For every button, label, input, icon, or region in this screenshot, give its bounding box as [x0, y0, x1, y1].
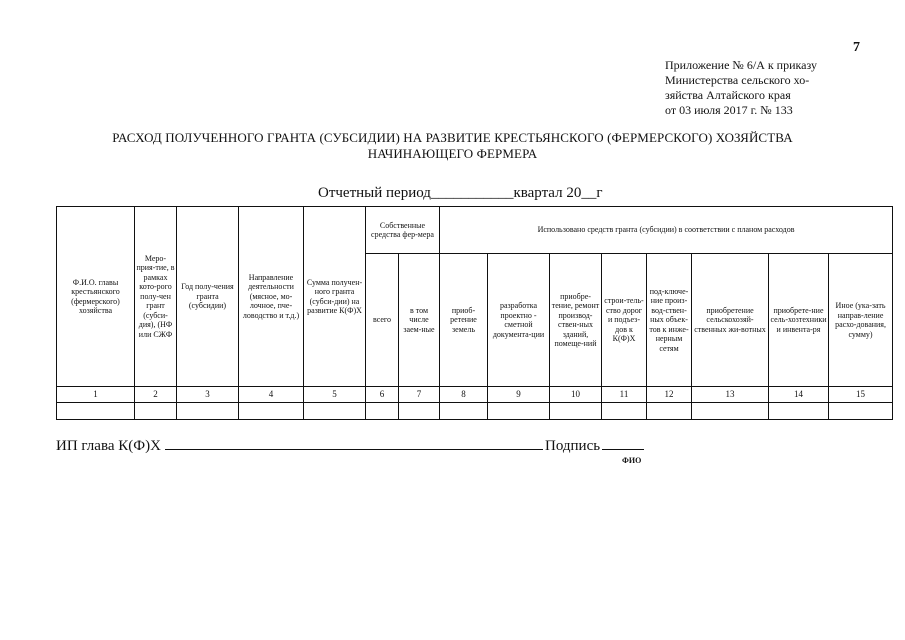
- header-utilities: под-ключе-ние произ-вод-ствен-ных объек-тов к инже-нерным сетям: [647, 254, 692, 387]
- header-animals: приобретение сельскохозяй-ственных жи-вотных: [692, 254, 769, 387]
- header-buildings: приобре-тение, ремонт производ-ствен-ных зданий, помеще-ний: [550, 254, 602, 387]
- empty-cell[interactable]: [57, 403, 135, 420]
- signature-line[interactable]: [602, 448, 644, 450]
- expense-table: [56, 206, 893, 420]
- empty-cell[interactable]: [440, 403, 488, 420]
- column-number: 13: [692, 387, 769, 403]
- page-number: 7: [853, 40, 860, 55]
- header-roads: строи-тель-ство дорог и подъез-дов к К(Ф)Х: [602, 254, 647, 387]
- column-number: 12: [647, 387, 692, 403]
- reporting-period: Отчетный период___________квартал 20__г: [318, 185, 603, 201]
- document-title: [0, 130, 905, 162]
- column-number: 3: [177, 387, 239, 403]
- appendix-line: от 03 июля 2017 г. № 133: [665, 103, 793, 117]
- fio-caption: ФИО: [622, 456, 642, 465]
- appendix-line: Министерства сельского хо-: [665, 73, 810, 87]
- head-name-line[interactable]: [165, 448, 543, 450]
- empty-cell[interactable]: [550, 403, 602, 420]
- empty-cell[interactable]: [399, 403, 440, 420]
- appendix-line: зяйства Алтайского края: [665, 88, 791, 102]
- header-year: Год полу-чения гранта (субсидии): [177, 207, 239, 387]
- header-own-funds: Собственные средства фер-мера: [366, 207, 440, 254]
- header-total: всего: [366, 254, 399, 387]
- header-design-docs: разработка проектно - сметной документа-ции: [488, 254, 550, 387]
- column-number: 4: [239, 387, 304, 403]
- header-direction: Направление деятельности (мясное, мо-лочное, пче-ловодство и т.д.): [239, 207, 304, 387]
- head-label: ИП глава К(Ф)Х: [56, 438, 161, 454]
- header-used-funds: Использовано средств гранта (субсидии) в соответствии с планом расходов: [440, 207, 893, 254]
- empty-cell[interactable]: [602, 403, 647, 420]
- header-grant-sum: Сумма получен-ного гранта (субси-дии) на развитие К(Ф)Х: [304, 207, 366, 387]
- header-fio: Ф.И.О. главы крестьянского (фермерского) хозяйства: [57, 207, 135, 387]
- column-number: 15: [829, 387, 893, 403]
- header-machinery: приобрете-ние сель-хозтехники и инвента-ря: [769, 254, 829, 387]
- column-number: 14: [769, 387, 829, 403]
- column-number: 6: [366, 387, 399, 403]
- empty-cell[interactable]: [488, 403, 550, 420]
- empty-data-row: [57, 403, 893, 420]
- column-number: 8: [440, 387, 488, 403]
- header-other: Иное (ука-зать направ-ление расхо-дования, сумму): [829, 254, 893, 387]
- appendix-note: [665, 58, 817, 118]
- empty-cell[interactable]: [647, 403, 692, 420]
- empty-cell[interactable]: [366, 403, 399, 420]
- empty-cell[interactable]: [135, 403, 177, 420]
- appendix-line: Приложение № 6/А к приказу: [665, 58, 817, 72]
- column-number: 10: [550, 387, 602, 403]
- empty-cell[interactable]: [177, 403, 239, 420]
- header-event: Меро-прия-тие, в рамках кото-рого полу-чен грант (субси-дия), (НФ или СЖФ: [135, 207, 177, 387]
- empty-cell[interactable]: [829, 403, 893, 420]
- column-number: 5: [304, 387, 366, 403]
- column-number: 1: [57, 387, 135, 403]
- column-number: 11: [602, 387, 647, 403]
- empty-cell[interactable]: [769, 403, 829, 420]
- title-line: РАСХОД ПОЛУЧЕННОГО ГРАНТА (СУБСИДИИ) НА РАЗВИТИЕ КРЕСТЬЯНСКОГО (ФЕРМЕРСКОГО) ХОЗЯЙСТВА: [112, 130, 793, 145]
- empty-cell[interactable]: [239, 403, 304, 420]
- header-land: приоб-ретение земель: [440, 254, 488, 387]
- signature-label: Подпись: [545, 438, 601, 454]
- column-number: 9: [488, 387, 550, 403]
- signature-block: [545, 438, 644, 455]
- head-signature-block: [56, 438, 543, 455]
- empty-cell[interactable]: [692, 403, 769, 420]
- column-number: 2: [135, 387, 177, 403]
- header-borrowed: в том числе заем-ные: [399, 254, 440, 387]
- empty-cell[interactable]: [304, 403, 366, 420]
- title-line: НАЧИНАЮЩЕГО ФЕРМЕРА: [367, 146, 538, 161]
- column-number: 7: [399, 387, 440, 403]
